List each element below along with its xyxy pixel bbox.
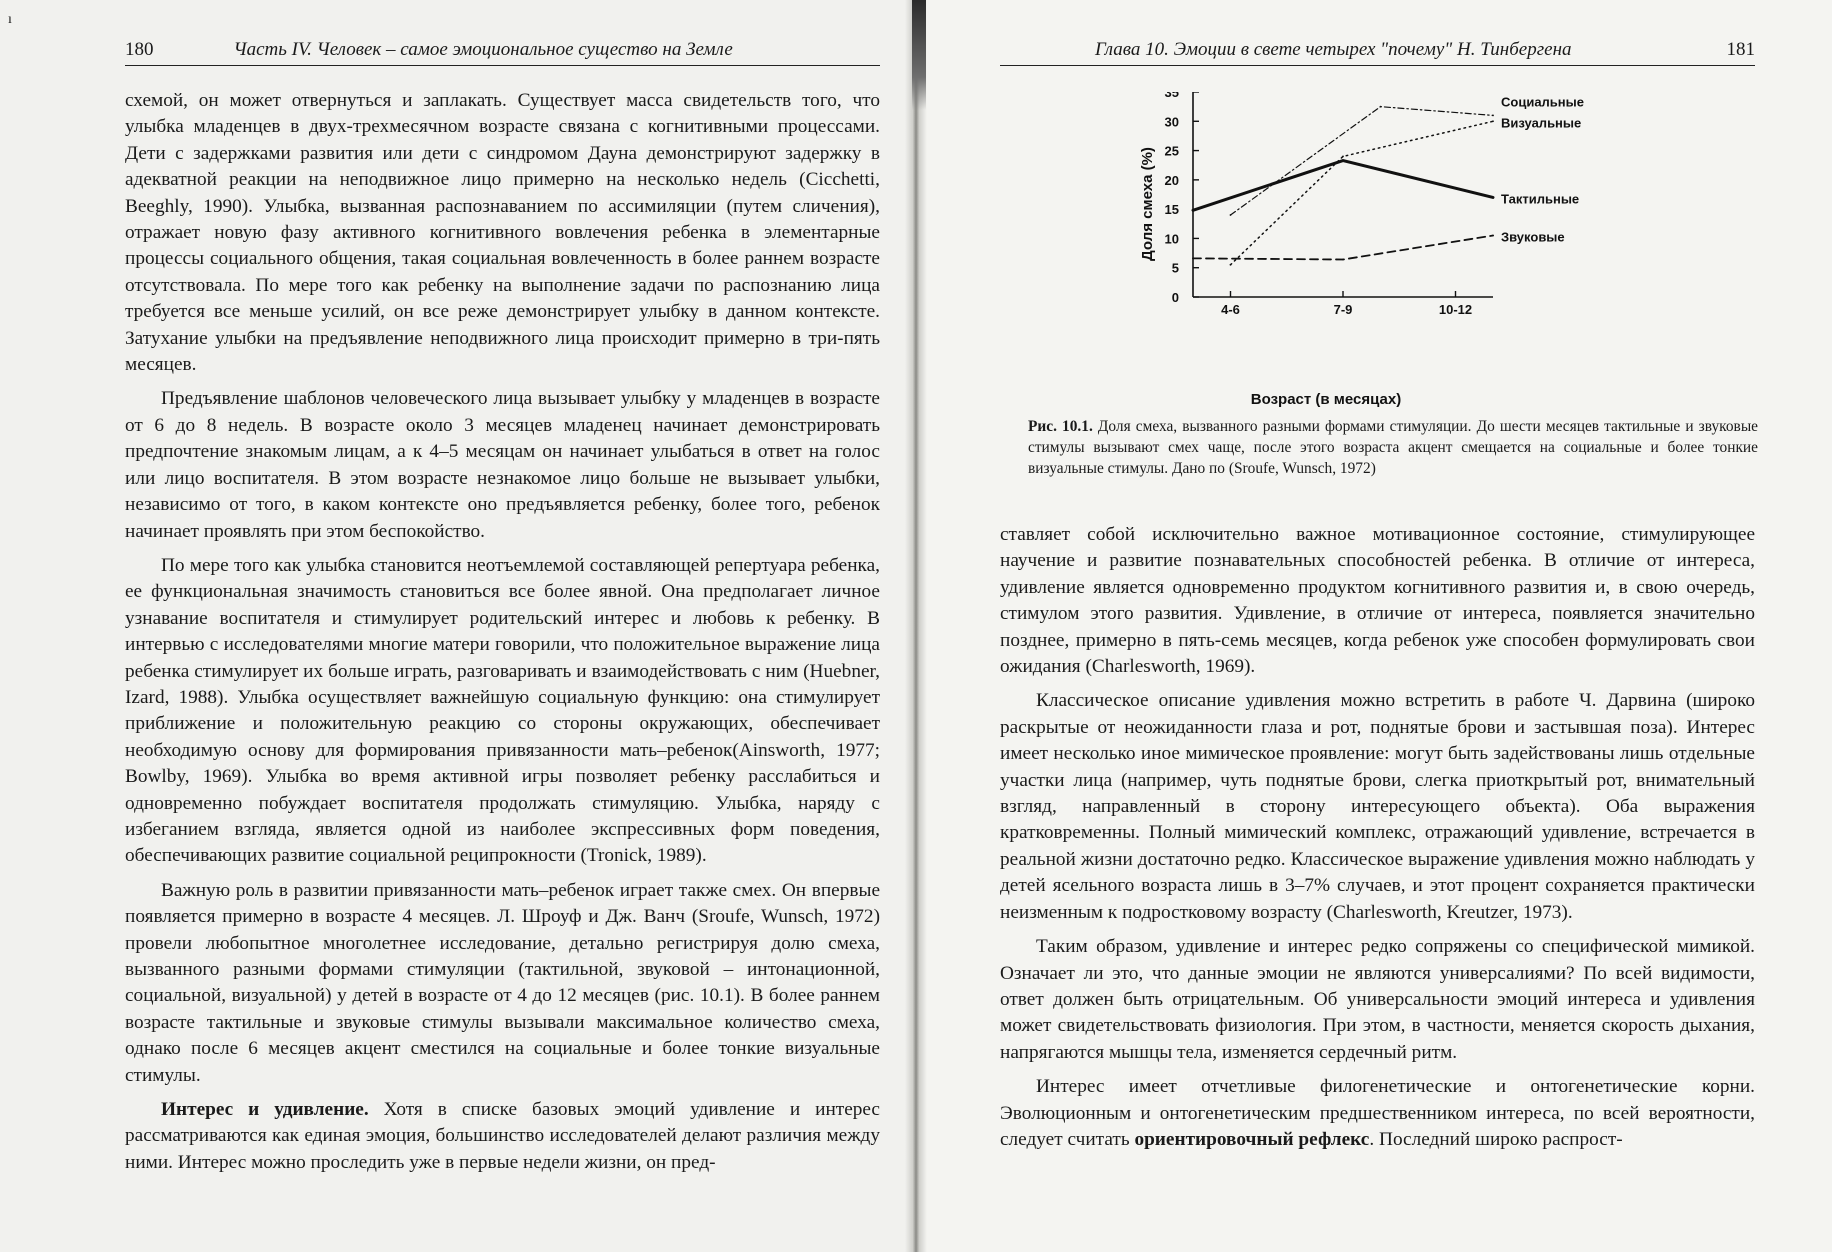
right-text-column [1000, 522, 1755, 1153]
right-paragraph-2: Классическое описание удивления можно встретить в работе Ч. Дарвина (широко раскрытые от неожиданности глаза и рот, поднятые брови и застывшая поза). Интерес имеет несколько иное мимическое проявление: могут быть задействованы лишь отдельные участки лица (например, чуть поднятые брови, слегка приоткрытый рот, внимательный взгляд, направленный в сторону интересующего объекта). Оба выражения кратковременны. Полный мимический комплекс, отражающий удивление, встречается в реальной жизни достаточно редко. Классическое выражение удивления можно наблюдать у детей ясельного возраста лишь в 3–7% случаев, и этот процент сохраняется практически неизменным к подростковому возрасту (Charlesworth, Kreutzer, 1973). [1000, 690, 1755, 923]
book-gutter [905, 0, 927, 1252]
y-tick-label: 25 [1164, 143, 1179, 159]
y-tick-label: 5 [1171, 260, 1179, 276]
y-tick-label: 15 [1164, 202, 1179, 218]
y-tick-label: 10 [1164, 231, 1179, 247]
series-line-4 [1193, 236, 1493, 260]
series-3-point [1192, 209, 1194, 211]
right-paragraph-4-text: Интерес имеет отчетливые филогенетические и онтогенетические корни. Эволюционным и онтогенетическим предшественником интереса, по всей вероятности, следует считать [1000, 1076, 1755, 1150]
series-4-point [1492, 235, 1494, 237]
right-paragraph-4-tail: . Последний широко распрост- [1369, 1128, 1623, 1150]
left-paragraph-4: Важную роль в развитии привязанности мать–ребенок играет также смех. Он впервые появляется примерно в возрасте 4 месяцев. Л. Шроуф и Дж. Ванч (Sroufe, Wunsch, 1972) провели любопытное многолетнее исследование, детально регистрируя долю смеха, вызванного разными формами стимуляции (тактильной, звуковой – интонационной, социальной, визуальной) у детей в возрасте от 4 до 12 месяцев (рис. 10.1). В более раннем возрасте тактильные и звуковые стимулы вызывали максимальное количество смеха, однако после 6 месяцев акцент сместился на социальные и более тонкие визуальные стимулы. [125, 879, 880, 1086]
series-2-point [1342, 156, 1344, 158]
x-axis-label: Возраст (в месяцах) [1250, 391, 1402, 408]
y-tick-label: 0 [1171, 290, 1179, 305]
left-paragraph-5 [125, 1097, 880, 1176]
series-1-point [1380, 106, 1382, 108]
series-4-point [1342, 259, 1344, 261]
series-2-point [1230, 264, 1232, 266]
left-running-head [125, 38, 880, 66]
right-paragraph-1: ставляет собой исключительно важное мотивационное состояние, стимулирующее научение и развитие познавательных способностей ребенка. В отличие от интереса, удивление является одновременно продуктом когнитивного развития и, в свою очередь, стимулом этого развития. Удивление, в отличие от интереса, появляется значительно позднее, примерно в пять-семь месяцев, когда ребенок уже способен формулировать свои ожидания (Charlesworth, 1969). [1000, 524, 1755, 678]
left-running-title: Часть IV. Человек – самое эмоциональное существо на Земле [233, 39, 733, 60]
left-paragraph-3: По мере того как улыбка становится неотъемлемой составляющей репертуара ребенка, ее функциональная значимость становиться все более явной. Она предполагает личное узнавание воспитателя и стимулирует родительский интерес и любовь к ребенку. В интервью с исследователями многие матери говорили, что положительное выражение лица ребенка стимулирует их больше играть, разговаривать и взаимодействовать с ним (Huebner, Izard, 1988). Улыбка осуществляет важнейшую социальную функцию: она стимулирует приближение и положительную реакцию со стороны окружающих, обеспечивает необходимую основу для формирования привязанности мать–ребенок(Ainsworth, 1977; Bowlby, 1969). Улыбка во время активной игры позволяет ребенку расслабиться и одновременно побуждает воспитателя продолжать стимуляцию. Улыбка, наряду с избеганием взгляда, является одной из наиболее экспрессивных форм поведения, обеспечивающих развитие социальной реципрокности (Tronick, 1989). [125, 554, 880, 867]
series-1-point [1492, 115, 1494, 117]
left-paragraph-5-text: Хотя в списке базовых эмоций удивление и интерес рассматриваются как единая эмоция, большинство исследователей делают различия между ними. Интерес можно проследить уже в первые недели жизни, он пред- [125, 1099, 880, 1173]
series-1-point [1230, 214, 1232, 216]
right-running-head [1000, 38, 1755, 66]
chart-legend [1501, 94, 1584, 244]
edge-mark: ı [8, 12, 12, 27]
figure-caption [1028, 416, 1758, 479]
series-4-point [1192, 257, 1194, 259]
x-tick-label: 4-6 [1221, 302, 1240, 317]
x-tick-label: 7-9 [1333, 302, 1353, 317]
section-heading-inline: Интерес и удивление. [161, 1099, 369, 1121]
legend-label-3: Тактильные [1501, 191, 1580, 207]
left-paragraph-1: схемой, он может отвернуться и заплакать. Существует масса свидетельств того, что улыбка младенцев в двух-трехмесячном возрасте связана с когнитивными процессами. Дети с задержками развития или дети с синдромом Дауна демонстрируют задержку в адекватной реакции на неподвижное лицо примерно на несколько недель (Cicchetti, Beeghly, 1990). Улыбка, вызванная распознаванием по ассимиляции (путем сличения), отражает новую фазу активного когнитивного вовлечения ребенка в элементарные процессы социального общения, такая социальная вовлеченность в более раннем возрасте отсутствовала. По мере того как ребенку на выполнение задачи по распознанию лица требуется все меньше усилий, он все реже демонстрирует улыбку в данном контексте. Затухание улыбки на предъявление неподвижного лица происходит примерно в три-пять месяцев. [125, 90, 880, 376]
spine-shadow [912, 0, 926, 110]
right-running-title: Глава 10. Эмоции в свете четырех "почему" Н. Тинбергена [1094, 39, 1572, 60]
right-page-number: 181 [1726, 39, 1755, 60]
series-3-point [1342, 160, 1344, 162]
figure-caption-lead: Рис. 10.1. [1028, 418, 1093, 435]
x-tick-label: 10-12 [1438, 302, 1473, 317]
legend-label-1: Социальные [1501, 94, 1584, 110]
series-2-point [1492, 120, 1494, 122]
legend-label-4: Звуковые [1501, 229, 1565, 245]
left-page-number: 180 [125, 39, 154, 60]
y-axis-label: Доля смеха (%) [1139, 147, 1156, 261]
y-tick-label: 20 [1164, 172, 1179, 188]
chart-svg [1118, 92, 1678, 412]
right-paragraph-3: Таким образом, удивление и интерес редко сопряжены со специфической мимикой. Означает ли это, что данные эмоции не являются универсалиями? По всей видимости, ответ должен быть отрицательным. Об универсальности эмоций интереса и удивления может свидетельствовать физиология. При этом, в частности, меняется скорость дыхания, напрягаются мышцы тела, изменяется сердечный ритм. [1000, 936, 1755, 1063]
left-text-column [125, 88, 880, 1176]
series-line-2 [1231, 121, 1494, 265]
right-paragraph-4 [1000, 1074, 1755, 1153]
left-paragraph-2: Предъявление шаблонов человеческого лица вызывает улыбку у младенцев в возрасте от 6 до 8 недель. В возрасте около 3 месяцев младенец начинает демонстрировать предпочтение знакомым лицам, а к 4–5 месяцам он начинает улыбаться в ответ на голос или лицо воспитателя. В этом возрасте незнакомое лицо больше не вызывает улыбки, независимо от того, в каком контексте оно предъявляется ребенку, более того, ребенок начинает проявлять при этом беспокойство. [125, 388, 880, 542]
figure-caption-text: Доля смеха, вызванного разными формами стимуляции. До шести месяцев тактильные и звуковые стимулы вызывают смех чаще, после этого возраста акцент смещается на социальные и более тонкие визуальные стимулы. Дано по (Sroufe, Wunsch, 1972) [1028, 418, 1758, 477]
term-orienting-reflex: ориентировочный рефлекс [1134, 1128, 1370, 1150]
series-line-3 [1193, 161, 1493, 211]
series-line-1 [1231, 107, 1494, 215]
y-tick-label: 35 [1164, 92, 1179, 100]
chart-series-group [1192, 106, 1494, 266]
legend-label-2: Визуальные [1501, 115, 1582, 131]
series-3-point [1492, 197, 1494, 199]
laughter-chart [1118, 92, 1678, 412]
y-tick-label: 30 [1164, 114, 1179, 130]
